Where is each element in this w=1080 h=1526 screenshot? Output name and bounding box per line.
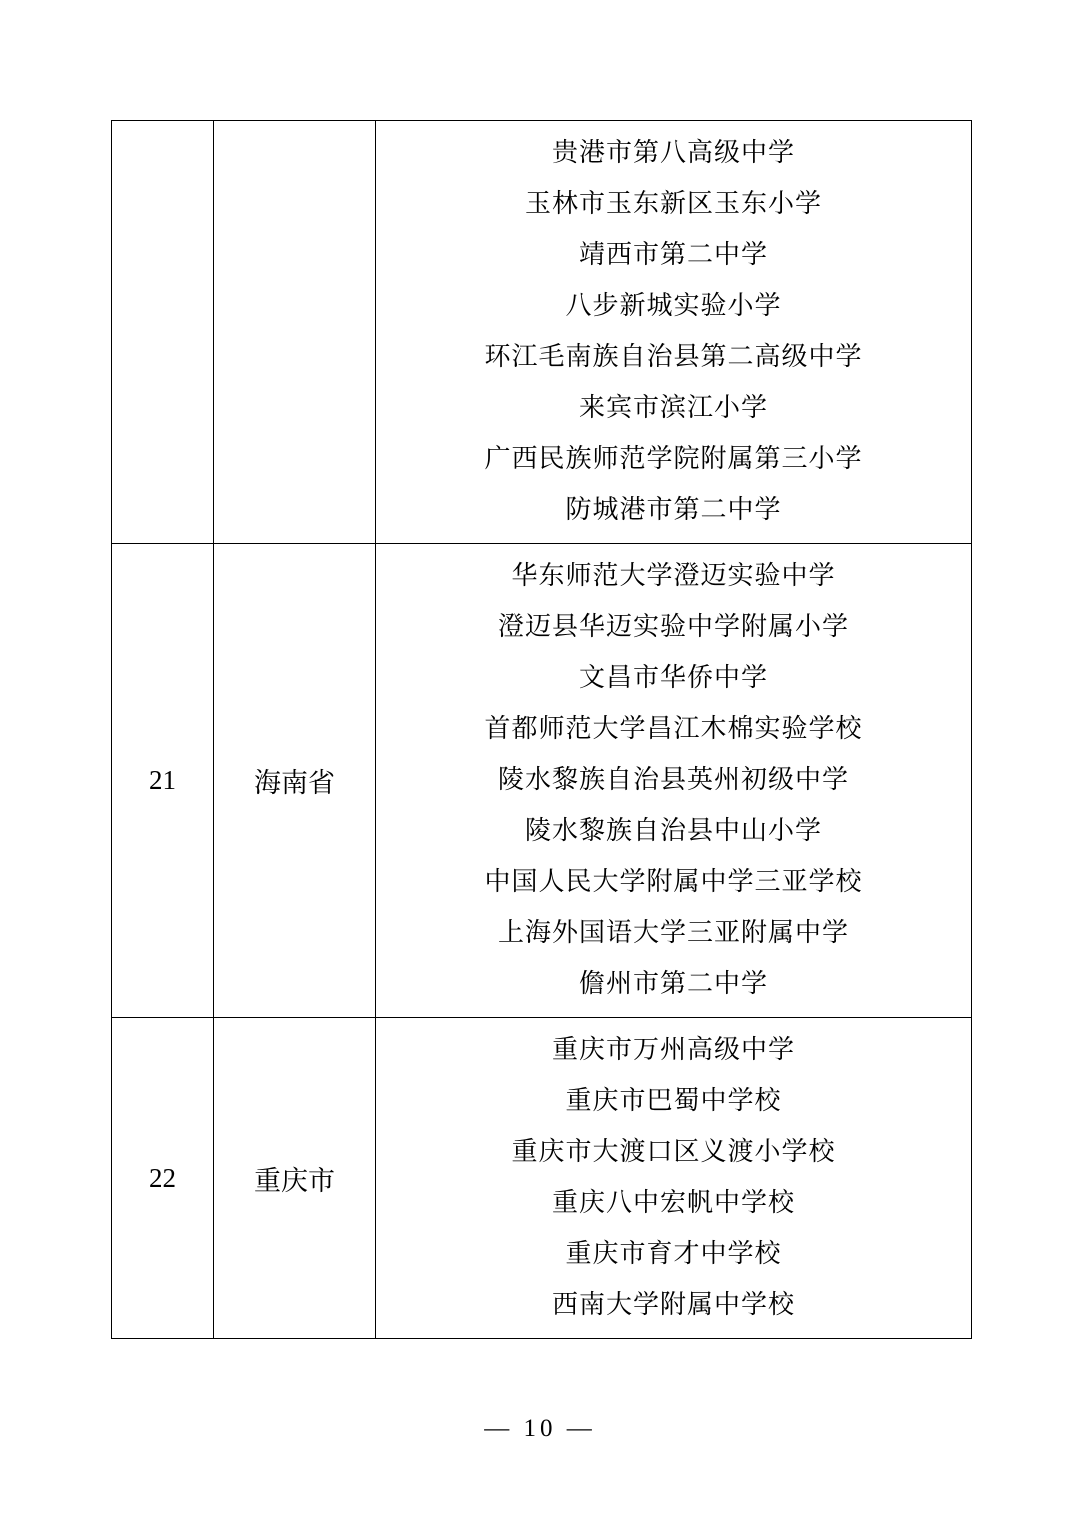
- list-item: 重庆市万州高级中学: [551, 1035, 795, 1064]
- row-region-cell: 重庆市: [214, 1018, 376, 1339]
- row-schools-cell: [376, 544, 972, 1018]
- list-item: 玉林市玉东新区玉东小学: [524, 189, 822, 218]
- list-item: 澄迈县华迈实验中学附属小学: [497, 612, 849, 641]
- list-item: 靖西市第二中学: [578, 240, 768, 269]
- list-item: 重庆八中宏帆中学校: [551, 1188, 795, 1217]
- page-number: — 10 —: [484, 1415, 596, 1442]
- row-index-cell: [112, 121, 214, 544]
- list-item: 环江毛南族自治县第二高级中学: [484, 342, 863, 371]
- row-index-cell: 21: [112, 544, 214, 1018]
- row-index-cell: 22: [112, 1018, 214, 1339]
- list-item: 首都师范大学昌江木棉实验学校: [484, 714, 863, 743]
- list-item: 贵港市第八高级中学: [551, 138, 795, 167]
- list-item: 儋州市第二中学: [578, 969, 768, 998]
- list-item: 重庆市育才中学校: [565, 1239, 782, 1268]
- list-item: 中国人民大学附属中学三亚学校: [484, 867, 863, 896]
- list-item: 重庆市大渡口区义渡小学校: [511, 1137, 836, 1166]
- list-item: 重庆市巴蜀中学校: [565, 1086, 782, 1115]
- list-item: 陵水黎族自治县英州初级中学: [497, 765, 849, 794]
- table-row: [112, 1018, 972, 1339]
- list-item: 文昌市华侨中学: [578, 663, 768, 692]
- list-item: 广西民族师范学院附属第三小学: [484, 444, 863, 473]
- list-item: 华东师范大学澄迈实验中学: [511, 561, 836, 590]
- list-item: 防城港市第二中学: [565, 495, 782, 524]
- school-list-table: [111, 120, 972, 1339]
- table-row: [112, 121, 972, 544]
- row-region-cell: 海南省: [214, 544, 376, 1018]
- list-item: 西南大学附属中学校: [551, 1290, 795, 1319]
- school-list: [376, 544, 971, 1017]
- row-schools-cell: [376, 1018, 972, 1339]
- list-item: 来宾市滨江小学: [578, 393, 768, 422]
- table-body: [112, 121, 972, 1339]
- list-item: 陵水黎族自治县中山小学: [524, 816, 822, 845]
- table-row: [112, 544, 972, 1018]
- row-schools-cell: [376, 121, 972, 544]
- school-list: [376, 1018, 971, 1338]
- list-item: 上海外国语大学三亚附属中学: [497, 918, 849, 947]
- row-region-cell: [214, 121, 376, 544]
- list-item: 八步新城实验小学: [565, 291, 782, 320]
- school-list: [376, 121, 971, 543]
